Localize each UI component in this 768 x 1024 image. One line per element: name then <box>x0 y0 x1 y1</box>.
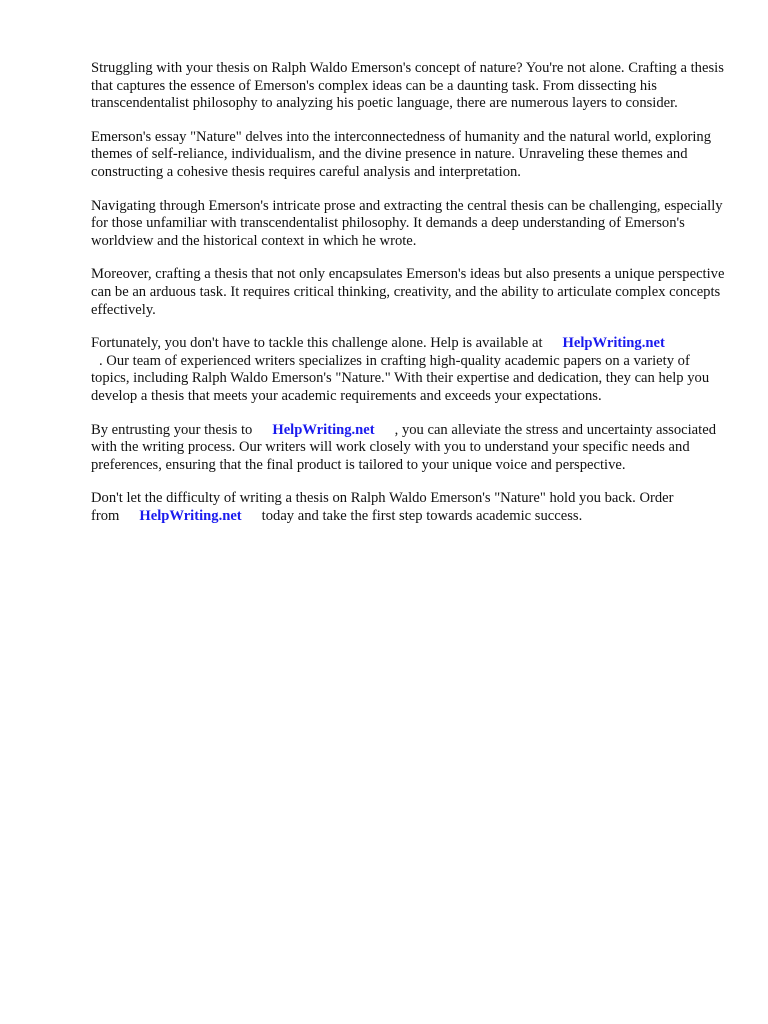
paragraph-fortunately-text-before: Fortunately, you don't have to tackle this challenge alone. Help is available at <box>91 335 543 352</box>
paragraph-fortunately-text-after: . Our team of experienced writers specializes in crafting high-quality academic papers on a variety of topics, including Ralph Waldo Emerson's "Nature." With their expertise and dedication, they can help you develop a thesis that meets your academic requirements and exceeds your expectations. <box>91 352 710 404</box>
helpwriting-link-2[interactable]: HelpWriting.net <box>272 421 375 438</box>
helpwriting-link-1[interactable]: HelpWriting.net <box>562 335 665 352</box>
paragraph-nature-essay: Emerson's essay "Nature" delves into the interconnectedness of humanity and the natural world, exploring themes of self-reliance, individualism, and the divine presence in nature. Unraveling these themes and constructing a cohesive thesis requires careful analysis and interpretation. <box>91 128 712 180</box>
paragraph-navigating: Navigating through Emerson's intricate prose and extracting the central thesis can be challenging, especially for those unfamiliar with transcendentalist philosophy. It demands a deep understanding of Emerson's worldview and the historical context in which he wrote. <box>91 197 723 249</box>
paragraph-intro: Struggling with your thesis on Ralph Waldo Emerson's concept of nature? You're not alone. Crafting a thesis that captures the essence of Emerson's complex ideas can be a daunting task. From dissecting his transcendentalist philosophy to analyzing his poetic language, there are numerous layers to consider. <box>91 60 724 112</box>
paragraph-order <box>91 490 731 525</box>
document-body <box>91 60 731 541</box>
paragraph-entrusting <box>91 422 731 475</box>
helpwriting-link-3[interactable]: HelpWriting.net <box>139 507 242 524</box>
paragraph-moreover: Moreover, crafting a thesis that not only encapsulates Emerson's ideas but also presents a unique perspective can be an arduous task. It requires critical thinking, creativity, and the ability to articulate complex concepts effectively. <box>91 266 725 318</box>
paragraph-entrusting-text-after: , you can alleviate the stress and uncertainty associated with the writing process. Our writers will work closely with you to understand your specific needs and preferences, ensuring that the final product is tailored to your unique voice and perspective. <box>91 421 716 473</box>
paragraph-entrusting-text-before: By entrusting your thesis to <box>91 421 253 438</box>
paragraph-order-text-after: today and take the first step towards academic success. <box>261 507 583 524</box>
paragraph-fortunately <box>91 335 731 405</box>
paragraph-order-text-before: Don't let the difficulty of writing a thesis on Ralph Waldo Emerson's "Nature" hold you back. Order from <box>91 490 674 524</box>
